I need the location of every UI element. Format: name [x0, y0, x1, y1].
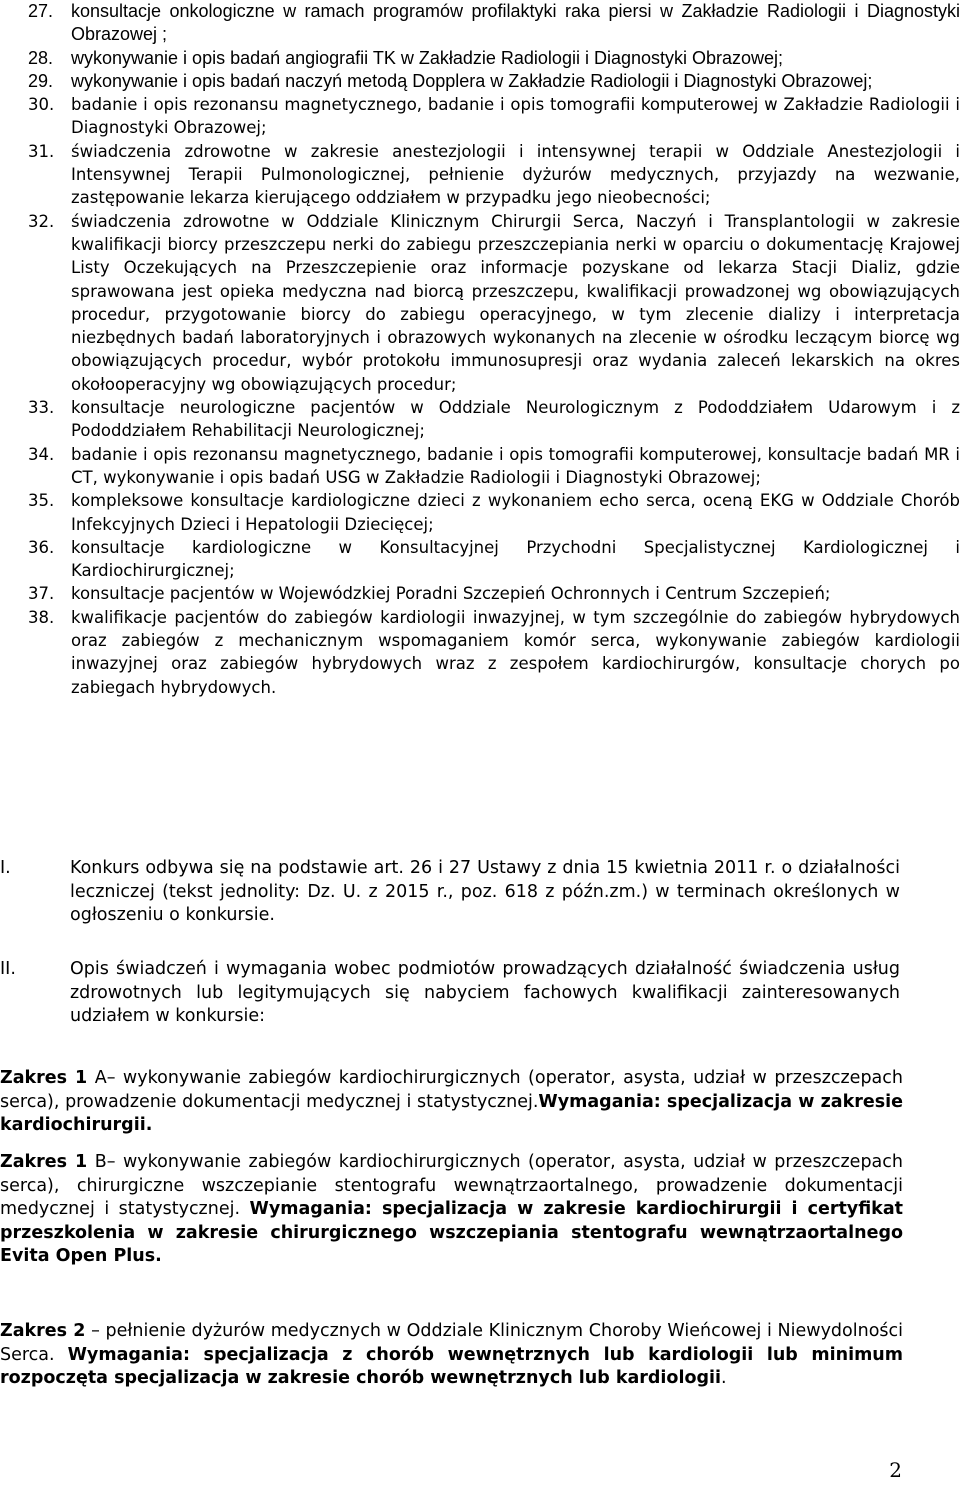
list-item-number: 38.: [28, 607, 55, 627]
list-item: [28, 47, 960, 70]
section-i: [0, 857, 960, 928]
list-item-text: konsultacje pacjentów w Wojewódzkiej Poradni Szczepień Ochronnych i Centrum Szczepień;: [71, 584, 831, 604]
list-item-text: wykonywanie i opis badań naczyń metodą Dopplera w Zakładzie Radiologii i Diagnostyki Obrazowej;: [71, 70, 873, 91]
list-item: [28, 536, 960, 583]
list-item-number: 31.: [28, 141, 55, 161]
list-item: [28, 210, 960, 396]
section-ii: [0, 958, 960, 1029]
list-item-number: 36.: [28, 537, 55, 557]
list-item-text: wykonywanie i opis badań angiografii TK w Zakładzie Radiologii i Diagnostyki Obrazowej;: [71, 47, 784, 68]
zakres-1a-label: Zakres 1: [0, 1068, 88, 1088]
page-number: 2: [889, 1458, 902, 1482]
list-item: [28, 582, 960, 605]
list-item-text: badanie i opis rezonansu magnetycznego, badanie i opis tomografii komputerowej w Zakładzie Radiologii i Diagnostyki Obrazowej;: [71, 95, 960, 138]
zakres-1b-requirements: Wymagania: specjalizacja w zakresie kardiochirurgii i certyfikat przeszkolenia w zakresie chirurgicznego wszczepiania stentografu wewnątrzaortalnego Evita Open Plus.: [0, 1199, 903, 1266]
list-item-number: 34.: [28, 444, 55, 464]
section-ii-number: II.: [0, 959, 16, 979]
numbered-list: [28, 0, 960, 699]
list-item-number: 30.: [28, 95, 55, 115]
zakres-2-requirements: Wymagania: specjalizacja z chorób wewnętrznych lub kardiologii lub minimum rozpoczęta specjalizacja w zakresie chorób wewnętrznych lub kardiologii: [0, 1344, 903, 1388]
list-item-number: 27.: [28, 1, 54, 21]
list-item-text: konsultacje neurologiczne pacjentów w Oddziale Neurologicznym z Pododdziałem Udarowym i z Pododdziałem Rehabilitacji Neurologicznej;: [71, 398, 960, 441]
list-item: [28, 0, 960, 47]
section-i-text: Konkurs odbywa się na podstawie art. 26 i 27 Ustawy z dnia 15 kwietnia 2011 r. o działalności leczniczej (tekst jednolity: Dz. U. z 2015 r., poz. 618 z późn.zm.) w terminach określonych w ogłoszeniu o konkursie.: [70, 858, 900, 925]
zakres-1b-text: B– wykonywanie zabiegów kardiochirurgicznych (operator, asysta, udział w przeszczepach serca), chirurgiczne wszczepianie stentografu wewnątrzaortalnego, prowadzenie dokumentacji medycznej i statystycznej.: [0, 1152, 903, 1219]
list-item: [28, 396, 960, 443]
zakres-1a-text: A– wykonywanie zabiegów kardiochirurgicznych (operator, asysta, udział w przeszczepach serca), prowadzenie dokumentacji medycznej i statystycznej.: [0, 1068, 903, 1112]
zakres-2-label: Zakres 2: [0, 1321, 86, 1341]
zakres-2-paragraph: [0, 1320, 903, 1391]
list-item-text: świadczenia zdrowotne w Oddziale Klinicznym Chirurgii Serca, Naczyń i Transplantologii w zakresie kwalifikacji biorcy przeszczepu nerki do zabiegu przeszczepiania nerki w oparciu o dokumentację Krajowej Listy Oczekujących na Przeszczepienie oraz informacje pozyskane od lekarza Stacji Dializ, gdzie sprawowana jest opieka medyczna nad biorcą przeszczepu, kwalifikacji prowadzonej wg obowiązujących procedur, przygotowanie biorcy do zabiegu operacyjnego, w tym zlecenie dializy i interpretacja niezbędnych badań laboratoryjnych i obrazowych wykonanych na zlecenie w ośrodku leczącym biorcę wg obowiązujących procedur, wybór protokołu immunosupresji oraz wydania zaleceń lekarskich na okres okołooperacyjny wg obowiązujących procedur;: [71, 211, 960, 394]
list-item-number: 35.: [28, 491, 55, 511]
list-item: [28, 489, 960, 536]
list-item-text: konsultacje onkologiczne w ramach programów profilaktyki raka piersi w Zakładzie Radiologii i Diagnostyki Obrazowej ;: [71, 1, 960, 45]
section-ii-text: Opis świadczeń i wymagania wobec podmiotów prowadzących działalność świadczenia usług zdrowotnych lub legitymujących się nabyciem fachowych kwalifikacji zainteresowanych udziałem w konkursie:: [70, 959, 900, 1026]
list-item-number: 32.: [28, 211, 55, 231]
list-item-text: świadczenia zdrowotne w zakresie anestezjologii i intensywnej terapii w Oddziale Anestezjologii i Intensywnej Terapii Pulmonologicznej, pełnienie dyżurów medycznych, przyjazdy na wezwanie, zastępowanie lekarza kierującego oddziałem w przypadku jego nieobecności;: [71, 141, 960, 208]
list-item: [28, 93, 960, 140]
list-item-number: 28.: [28, 47, 54, 68]
zakres-2-text: – pełnienie dyżurów medycznych w Oddziale Klinicznym Choroby Wieńcowej i Niewydolności Serca.: [0, 1321, 903, 1365]
list-item-text: badanie i opis rezonansu magnetycznego, badanie i opis tomografii komputerowej, konsultacje badań MR i CT, wykonywanie i opis badań USG w Zakładzie Radiologii i Diagnostyki Obrazowej;: [71, 444, 960, 487]
list-item: [28, 606, 960, 699]
list-item-text: kwalifikacje pacjentów do zabiegów kardiologii inwazyjnej, w tym szczególnie do zabiegów hybrydowych oraz zabiegów z mechanicznym wspomaganiem komór serca, wykonywanie zabiegów kardiologii inwazyjnej oraz zabiegów hybrydowych wraz z zespołem kardiochirurgów, konsultacje chorych po zabiegach hybrydowych.: [71, 607, 960, 697]
list-item-number: 37.: [28, 584, 55, 604]
zakres-2-end: .: [721, 1368, 727, 1388]
list-item-number: 29.: [28, 70, 54, 91]
list-item-text: kompleksowe konsultacje kardiologiczne dzieci z wykonaniem echo serca, oceną EKG w Oddziale Chorób Infekcyjnych Dzieci i Hepatologii Dziecięcej;: [71, 491, 960, 534]
list-item-text: konsultacje kardiologiczne w Konsultacyjnej Przychodni Specjalistycznej Kardiologicznej i Kardiochirurgicznej;: [71, 537, 960, 581]
list-item: [28, 70, 960, 93]
list-item: [28, 140, 960, 210]
list-item-number: 33.: [28, 398, 55, 418]
zakres-1b-paragraph: [0, 1151, 903, 1269]
zakres-1a-requirements: Wymagania: specjalizacja w zakresie kardiochirurgii.: [0, 1091, 903, 1135]
zakres-1b-label: Zakres 1: [0, 1152, 88, 1172]
zakres-1a-paragraph: [0, 1067, 903, 1138]
list-item: [28, 443, 960, 490]
section-i-number: I.: [0, 858, 11, 878]
